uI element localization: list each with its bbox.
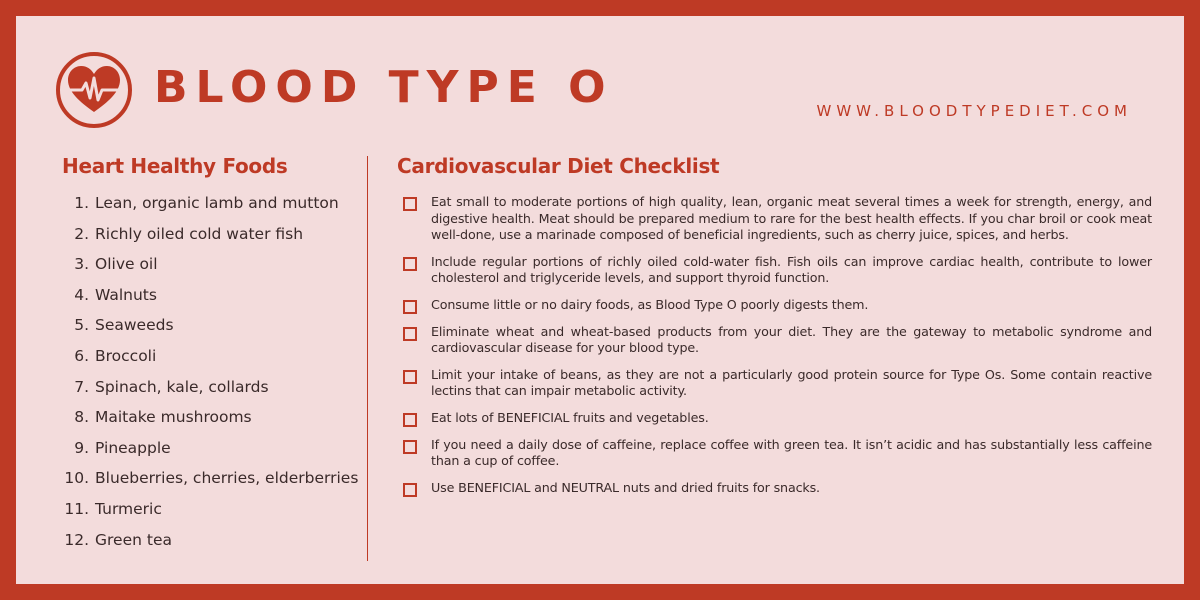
food-list-item bbox=[62, 347, 362, 378]
checklist-item bbox=[397, 410, 1152, 427]
food-item-label: Spinach, kale, collards bbox=[95, 377, 269, 396]
food-item-number: 4. bbox=[74, 285, 89, 304]
column-divider bbox=[367, 156, 368, 561]
website-link[interactable]: WWW.BLOODTYPEDIET.COM bbox=[816, 102, 1132, 120]
food-item-label: Blueberries, cherries, elderberries bbox=[95, 469, 359, 488]
page-title: BLOOD TYPE O bbox=[154, 62, 614, 113]
checklist-item bbox=[397, 254, 1152, 287]
food-item-label: Maitake mushrooms bbox=[95, 408, 252, 427]
food-list-item bbox=[62, 286, 362, 317]
checkbox[interactable] bbox=[403, 413, 417, 427]
food-item-label: Lean, organic lamb and mutton bbox=[95, 194, 339, 212]
food-item-number: 1. bbox=[74, 194, 89, 212]
food-item-number: 10. bbox=[64, 469, 89, 488]
food-item-label: Pineapple bbox=[95, 438, 171, 457]
checklist-item-text: Eliminate wheat and wheat-based products from your diet. They are the gateway to metabolic syndrome and cardiovascular disease for your blood type. bbox=[431, 323, 1152, 355]
food-item-number: 5. bbox=[74, 316, 89, 335]
checkbox[interactable] bbox=[403, 197, 417, 211]
food-list-item bbox=[62, 316, 362, 347]
checkbox[interactable] bbox=[403, 257, 417, 271]
foods-section bbox=[62, 154, 362, 561]
food-list-item bbox=[62, 439, 362, 470]
checklist-item bbox=[397, 297, 1152, 314]
food-list-item bbox=[62, 408, 362, 439]
food-list-item bbox=[62, 194, 362, 225]
food-item-number: 3. bbox=[74, 255, 89, 274]
food-list-item bbox=[62, 469, 362, 500]
food-item-label: Broccoli bbox=[95, 346, 157, 365]
checklist-item bbox=[397, 480, 1152, 497]
checklist-item-text: Consume little or no dairy foods, as Blood Type O poorly digests them. bbox=[431, 296, 869, 312]
food-item-label: Turmeric bbox=[95, 499, 162, 518]
foods-heading: Heart Healthy Foods bbox=[62, 154, 288, 178]
food-list-item bbox=[62, 225, 362, 256]
food-item-label: Green tea bbox=[95, 530, 172, 549]
checklist-section bbox=[397, 154, 1152, 507]
checkbox[interactable] bbox=[403, 483, 417, 497]
checkbox[interactable] bbox=[403, 440, 417, 454]
food-list-item bbox=[62, 500, 362, 531]
checklist-item bbox=[397, 367, 1152, 400]
food-item-label: Olive oil bbox=[95, 255, 158, 274]
heart-pulse-icon bbox=[54, 50, 134, 130]
food-item-number: 2. bbox=[74, 224, 89, 243]
food-item-number: 12. bbox=[64, 530, 89, 549]
checklist-item bbox=[397, 194, 1152, 244]
checklist-item bbox=[397, 324, 1152, 357]
food-item-number: 11. bbox=[64, 499, 89, 518]
checkbox[interactable] bbox=[403, 327, 417, 341]
checkbox[interactable] bbox=[403, 370, 417, 384]
food-item-number: 9. bbox=[74, 438, 89, 457]
checklist-item-text: If you need a daily dose of caffeine, replace coffee with green tea. It isn’t acidic and has substantially less caffeine than a cup of coffee. bbox=[431, 436, 1152, 468]
foods-list bbox=[62, 194, 362, 561]
checklist-item-text: Limit your intake of beans, as they are not a particularly good protein source for Type Os. Some contain reactive lectins that can impair metabolic activity. bbox=[431, 366, 1152, 398]
checklist-item-text: Eat lots of BENEFICIAL fruits and vegetables. bbox=[431, 409, 709, 425]
checklist-list bbox=[397, 194, 1152, 497]
checklist-item-text: Use BENEFICIAL and NEUTRAL nuts and dried fruits for snacks. bbox=[431, 479, 820, 495]
checkbox[interactable] bbox=[403, 300, 417, 314]
food-item-label: Walnuts bbox=[95, 285, 157, 304]
food-list-item bbox=[62, 378, 362, 409]
food-item-number: 6. bbox=[74, 346, 89, 365]
checklist-item-text: Eat small to moderate portions of high quality, lean, organic meat several times a week for strength, energy, and digestive health. Meat should be prepared medium to rare for the best health effects. If you char broil or cook meat well-done, use a marinade composed of beneficial ingredients, such as cherry juice, spices, and herbs. bbox=[431, 194, 1152, 242]
header bbox=[54, 50, 1184, 136]
checklist-heading: Cardiovascular Diet Checklist bbox=[397, 154, 720, 178]
card bbox=[16, 16, 1184, 584]
food-item-number: 7. bbox=[74, 377, 89, 396]
food-list-item bbox=[62, 255, 362, 286]
checklist-item bbox=[397, 437, 1152, 470]
checklist-item-text: Include regular portions of richly oiled cold-water fish. Fish oils can improve cardiac health, contribute to lower cholesterol and triglyceride levels, and support thyroid function. bbox=[431, 253, 1152, 285]
food-item-label: Seaweeds bbox=[95, 316, 174, 335]
food-list-item bbox=[62, 531, 362, 562]
food-item-label: Richly oiled cold water fish bbox=[95, 224, 304, 243]
food-item-number: 8. bbox=[74, 408, 89, 427]
